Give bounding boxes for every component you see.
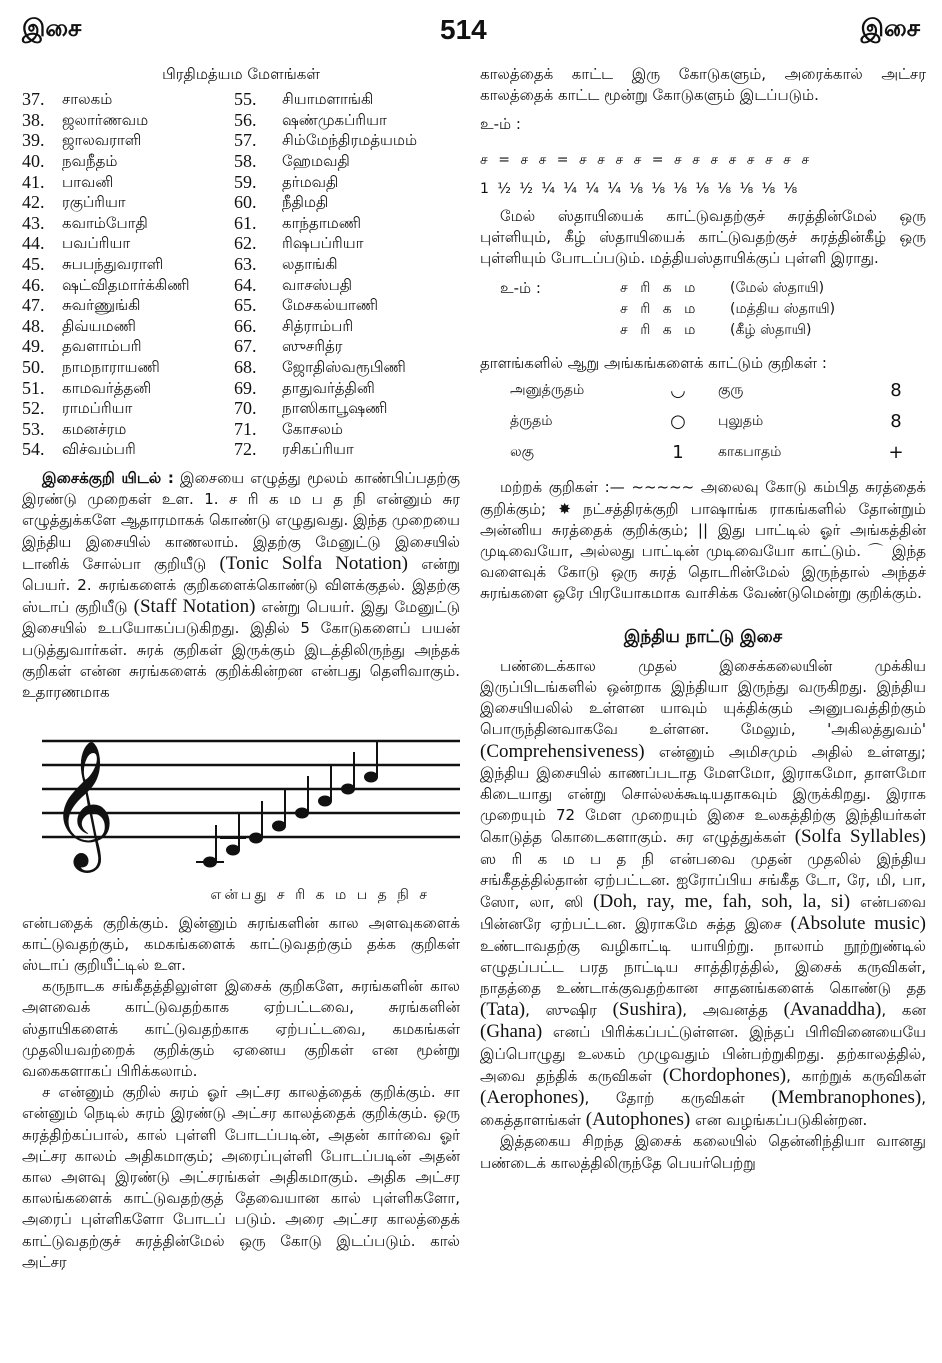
anga-symbol: 8 [890, 379, 902, 401]
staff-caption: என்பது ச ரி க ம ப த நி ச [210, 887, 430, 904]
ragam-name: ஸுசரித்ர [282, 337, 343, 356]
ragam-number: 66. [234, 315, 257, 336]
ragam-name: லதாங்கி [282, 254, 338, 273]
text: ஸ ரி க ம ப த நி என்பவை முதன் முதலில் இந்திய சங்கீதத்தில்தான் ஏற்பட்டன. ஐரோப்பிய சங்கீத டோ, ரே, மி, பா, ஸோ, லா, ஸி [480, 849, 926, 912]
ragam-number: 41. [22, 171, 45, 192]
text: , காற்றுக் கருவிகள் [786, 1066, 926, 1085]
ragam-name: கமனச்ரம [62, 419, 127, 438]
left-column [22, 64, 460, 1273]
ragam-number: 70. [234, 398, 257, 419]
ragam-name: ஜலார்ணவம [62, 110, 149, 129]
example-label: உ-ம் : [500, 278, 541, 297]
ragam-number: 43. [22, 212, 45, 233]
octave-example-row [620, 299, 835, 320]
ragam-name: ஜோதிஸ்வரூபிணி [282, 357, 406, 376]
ragam-name: நாஸிகாபூஷணி [282, 399, 388, 418]
anga-name: அனுத்ருதம் [510, 381, 585, 398]
ragam-number: 69. [234, 377, 257, 398]
ragam-number: 72. [234, 439, 257, 460]
octave-example-row [620, 278, 835, 299]
ragam-name: ஜாலவராளி [62, 131, 142, 150]
english-term: (Staff Notation) [133, 596, 256, 618]
svara-duration-line: ச = ச ச = ச ச ச ச = ச ச ச ச ச ச ச ச [480, 151, 810, 168]
english-term: (Membranophones) [771, 1086, 922, 1108]
ragam-name: கவாம்போதி [62, 213, 148, 232]
ragam-name: ஷண்முகப்ரியா [282, 110, 387, 129]
ragam-number: 44. [22, 233, 45, 254]
ragam-number: 68. [234, 356, 257, 377]
octave-example [480, 278, 926, 341]
ragam-number: 56. [234, 109, 257, 130]
ragam-name: சிம்மேந்திரமத்யமம் [282, 131, 418, 150]
ragam-name: பாவனி [62, 172, 114, 191]
header-right-title: இசை [860, 14, 920, 42]
ragam-number: 39. [22, 130, 45, 151]
english-term: (Aerophones) [480, 1086, 585, 1108]
ragam-name: ஹேமவதி [282, 151, 350, 170]
ragam-number: 55. [234, 89, 257, 110]
header-left-title: இசை [22, 14, 82, 42]
anga-name: த்ருதம் [510, 413, 553, 430]
octave-label: (மத்திய ஸ்தாயி) [730, 300, 836, 317]
ragam-name: காமவர்த்தனி [62, 378, 152, 397]
ragam-name: நவநீதம் [62, 151, 118, 170]
paragraph: மற்றக் குறிகள் :— ~~~~~ அலைவு கோடு கம்பித சுரத்தைக் குறிக்கும்; ✸ நட்சத்திரக்குறி பாஷாங்க ராகங்களில் தோன்றும் அன்னிய சுரத்தைக் குறிக்கும்; || இது பாட்டில் ஓர் அங்கத்தின் முடிவையோ, அல்லது பாட்டின் முடிவையோ காட்டும். ⌒ இந்த வளைவுக் கோடு ஒரு சுரத் தொடரின்மேல் இருந்தால் அந்தச் சுரங்களை ஒரே பிரயோகமாக வாசிக்க வேண்டுமென்று குறிக்கும். [480, 478, 926, 603]
ragam-name: தாதுவர்த்தினி [282, 378, 375, 397]
text: , அவனத்த [682, 1001, 768, 1020]
text: என வழங்கப்படுகின்றன. [695, 1111, 868, 1130]
ragam-number: 71. [234, 418, 257, 439]
ragam-table [22, 89, 460, 460]
svara-sequence: ச ரி க ம [620, 321, 700, 338]
ragam-number: 58. [234, 150, 257, 171]
text: , தோற் கருவிகள் [584, 1088, 745, 1107]
paragraph: என்பதைக் குறிக்கும். இன்னும் சுரங்களின் கால அளவுகளைக் காட்டுவதற்கும், கமகங்களைக் காட்டுவதற்கும் தக்க குறிகள் ஸ்டாப் குறியீட்டில் உள. [22, 913, 460, 974]
ragam-number: 48. [22, 315, 45, 336]
text: பண்டைக்கால முதல் இசைக்கலையின் முக்கிய இருப்பிடங்களில் ஒன்றாக இந்தியா இருந்து வருகிறது. இந்திய இசையியலில் உள்ளன யாவும் யுக்திக்கும் அனுபவத்திற்கும் பொருந்தினவாகவே உள்ளன. மேலும், 'அகிலத்துவம்' [480, 656, 926, 739]
ragam-number: 65. [234, 295, 257, 316]
right-column [480, 64, 926, 1174]
ragam-name: கோசலம் [282, 419, 343, 438]
ragam-name: விச்வம்பரி [62, 440, 136, 459]
english-term: (Absolute music) [790, 913, 926, 935]
ragam-number: 47. [22, 295, 45, 316]
ragam-number: 53. [22, 418, 45, 439]
ragam-name: சுவர்ணுங்கி [62, 296, 141, 315]
svara-sequence: ச ரி க ம [620, 279, 700, 296]
text: , கைத்தாளங்கள் [480, 1088, 926, 1130]
anga-symbol: 8 [890, 411, 902, 433]
ragam-name: ராமப்ரியா [62, 399, 133, 418]
ragam-number: 49. [22, 336, 45, 357]
ragam-name: சாலகம் [62, 90, 113, 109]
ragam-number: 42. [22, 192, 45, 213]
ragam-number: 61. [234, 212, 257, 233]
ragam-number: 57. [234, 130, 257, 151]
paragraph [480, 656, 926, 1131]
anga-name: லகு [510, 444, 534, 461]
english-term: (Doh, ray, me, fah, soh, la, si) [593, 891, 851, 913]
section-heading-notation: இசைக்குறி யிடல் : [42, 468, 174, 487]
ragam-number: 52. [22, 398, 45, 419]
english-term: (Comprehensiveness) [480, 740, 645, 762]
anga-name: காகபாதம் [718, 444, 782, 461]
svara-sequence: ச ரி க ம [620, 300, 700, 317]
fraction-line: 1 ½ ½ ¼ ¼ ¼ ¼ ⅛ ⅛ ⅛ ⅛ ⅛ ⅛ ⅛ ⅛ [480, 180, 798, 197]
ragam-number: 62. [234, 233, 257, 254]
ragam-number: 67. [234, 336, 257, 357]
example-label: உ-ம் : [480, 115, 521, 134]
anga-symbol: + [888, 442, 904, 464]
english-term: (Sushira) [612, 999, 683, 1021]
english-term: (Chordophones) [662, 1064, 787, 1086]
ragam-name: நீதிமதி [282, 193, 329, 212]
ragam-number: 51. [22, 377, 45, 398]
section-title-indian-music: இந்திய நாட்டு இசை [623, 626, 783, 647]
paragraph: கருநாடக சங்கீதத்திலுள்ள இசைக் குறிகளே, சுரங்களின் கால அளவைக் காட்டுவதற்காக ஏற்பட்டவை, சுரங்களின் ஸ்தாயிகளைக் காட்டுவதற்காக ஏற்பட்டவை, கமகங்கள் முதலியவற்றைக் குறிக்கும் ஏனைய குறிகள் என மூன்று வகைகளாகப் பிரிக்கலாம். [22, 977, 460, 1080]
ragam-name: ஷட்விதமார்க்கிணி [62, 275, 190, 294]
ragam-name: தர்மவதி [282, 172, 339, 191]
ragam-number: 60. [234, 192, 257, 213]
paragraph: ச என்னும் குறில் சுரம் ஓர் அட்சர காலத்தைக் குறிக்கும். சா என்னும் நெடில் சுரம் இரண்டு அட்சர காலத்தைக் குறிக்கும். ஒரு சுரத்திற்கப்பால், கால் புள்ளி போடப்படின், அதன் கார்வை ஓர் அட்சர காலம் அதிகமாகும்; அரைப்புள்ளி போடப்படின் அதன் கால அளவு இரண்டு அட்சரங்கள் அதிகமாகும். அதிக அட்சர காலங்களைக் காட்டுவதற்குத் தேவையான கால் புள்ளிகளோ, அரைப் புள்ளிகளோ போடப் படும். அரை அட்சர காலத்தைக் காட்டுவதற்குச் சுரத்தின்மேல் ஒரு கோடு இடப்படும். கால் அட்சர [22, 1083, 460, 1271]
ragam-number: 54. [22, 439, 45, 460]
text: என்று பெயர். 2. சுரங்களைக் குறிகளைக்கொண்டு விளக்குதல். இதற்கு ஸ்டாப் குறியீடு [22, 554, 460, 617]
ragam-number: 38. [22, 109, 45, 130]
ragam-name: ரசிகப்ரியா [282, 440, 354, 459]
english-term: (Ghana) [480, 1021, 543, 1043]
treble-clef-icon: 𝄞 [50, 739, 116, 868]
english-term: (Avanaddha) [783, 999, 882, 1021]
english-term: (Autophones) [585, 1109, 691, 1131]
anga-name: புலுதம் [718, 413, 764, 430]
ragam-number: 37. [22, 89, 45, 110]
text: இசையை எழுத்து மூலம் காண்பிப்பதற்கு இரண்டு முறைகள் உள. 1. ச ரி க ம ப த நி என்னும் சுர எழுத்துக்களே ஆதாரமாகக் கொண்டு எழுதுவது. இந்த முறையை இந்திய இசையில் காணலாம். இதற்கு மேனுட்டு இசையில் டானிக் சோல்பா குறியீடு [22, 468, 460, 573]
ragam-number: 63. [234, 253, 257, 274]
text: எனப் பிரிக்கப்பட்டுள்ளன. இந்தப் பிரிவினையையே இப்பொழுது உலகம் முழுவதும் பின்பற்றுகிறது. தற்காலத்தில், அவை தந்திக் கருவிகள் [480, 1023, 926, 1085]
octave-label: (கீழ் ஸ்தாயி) [730, 321, 812, 338]
page-number: 514 [440, 14, 487, 45]
ragam-number: 45. [22, 253, 45, 274]
ragam-name: மேசகல்யாணி [282, 296, 379, 315]
english-term: (Solfa Syllables) [794, 826, 926, 848]
octave-label: (மேல் ஸ்தாயி) [730, 279, 825, 296]
english-term: (Tata) [480, 999, 526, 1021]
ragam-number: 59. [234, 171, 257, 192]
anga-name: குரு [718, 381, 744, 398]
staff-notation-image [22, 715, 460, 875]
text: என்பவை பின்னரே ஏற்பட்டன. இராகமே சுத்த இசை [480, 893, 926, 934]
octave-example-rows [580, 278, 835, 341]
ragam-name: ரகுப்ரியா [62, 193, 126, 212]
text: என்னும் அமிசமும் அதில் உள்ளது; இந்திய இசையில் காணப்படாத மேளமோ, இராகமோ, தாளமோ கிடையாது என்று சொல்லக்கூடியதாகவும் இருக்கிறது. இராக முறையும் 72 மேள முறையும் இசை உலகத்திற்கு இந்தியர்கள் கொடுத்த கொடைகளாகும். சுர எழுத்துக்கள் [480, 742, 926, 847]
ragam-name: வாசஸ்பதி [282, 275, 353, 294]
text: , கன [881, 1001, 926, 1020]
octave-example-row [620, 320, 835, 341]
ragam-name: நாமநாராயணி [62, 357, 160, 376]
ragam-number: 46. [22, 274, 45, 295]
paragraph: மேல் ஸ்தாயியைக் காட்டுவதற்குச் சுரத்தின்மேல் ஒரு புள்ளியும், கீழ் ஸ்தாயியைக் காட்டுவதற்குச் சுரத்தின்கீழ் ஒரு புள்ளியும் போடப்படும். மத்தியஸ்தாயிக்குப் புள்ளி இராது. [480, 207, 926, 268]
notation-paragraph [22, 468, 460, 703]
anga-symbol: ○ [670, 411, 686, 433]
anga-symbol: 1 [672, 442, 684, 464]
ragam-number: 50. [22, 356, 45, 377]
ragam-name: ரிஷபப்ரியா [282, 234, 364, 253]
ragam-name: திவ்யமணி [62, 316, 136, 335]
text: என்று பெயர். இது மேனுட்டு இசையில் உபயோகப்படுகிறது. இதில் 5 கோடுகளைப் பயன் படுத்துவார்கள். சுரக் குறிகள் இருக்கும் இடத்திலிருந்து அந்தக் குறிகள் என்ன சுரங்களைக் குறிக்கின்றன என்பது தெளிவாகும். உதாரணமாக [22, 598, 460, 701]
ragam-name: சுபபந்துவராளி [62, 254, 164, 273]
text: , ஸுஷிர [525, 1001, 597, 1020]
paragraph: காலத்தைக் காட்ட இரு கோடுகளும், அரைக்கால் அட்சர காலத்தைக் காட்ட மூன்று கோடுகளும் இடப்படும். [480, 65, 926, 105]
ragam-number: 40. [22, 150, 45, 171]
text: உண்டாவதற்கு வழிகாட்டி யாயிற்று. நாலாம் நூற்றுண்டில் எழுதப்பட்ட பரத நாட்டிய சாத்திரத்தில், இசைக் கருவிகள், நாதத்தை உண்டாக்குவதற்கான சாதனங்களைக் கொண்டு தத [480, 936, 926, 997]
ragam-name: காந்தாமணி [282, 213, 362, 232]
ragam-number: 64. [234, 274, 257, 295]
english-term: (Tonic Solfa Notation) [219, 552, 409, 574]
ragam-name: தவளாம்பரி [62, 337, 142, 356]
ragam-table-title: பிரதிமத்யம மேளங்கள் [162, 65, 320, 83]
ragam-name: சியாமளாங்கி [282, 90, 374, 109]
anga-title: தாளங்களில் ஆறு அங்கங்களைக் காட்டும் குறிகள் : [480, 353, 827, 372]
anga-symbol: ◡ [670, 379, 686, 401]
ragam-name: சித்ராம்பரி [282, 316, 354, 335]
anga-table [510, 380, 926, 464]
paragraph: இத்தகைய சிறந்த இசைக் கலையில் தென்னிந்தியா வானது பண்டைக் காலத்திலிருந்தே பெயர்பெற்று [480, 1132, 926, 1172]
ragam-name: பவப்ரியா [62, 234, 131, 253]
